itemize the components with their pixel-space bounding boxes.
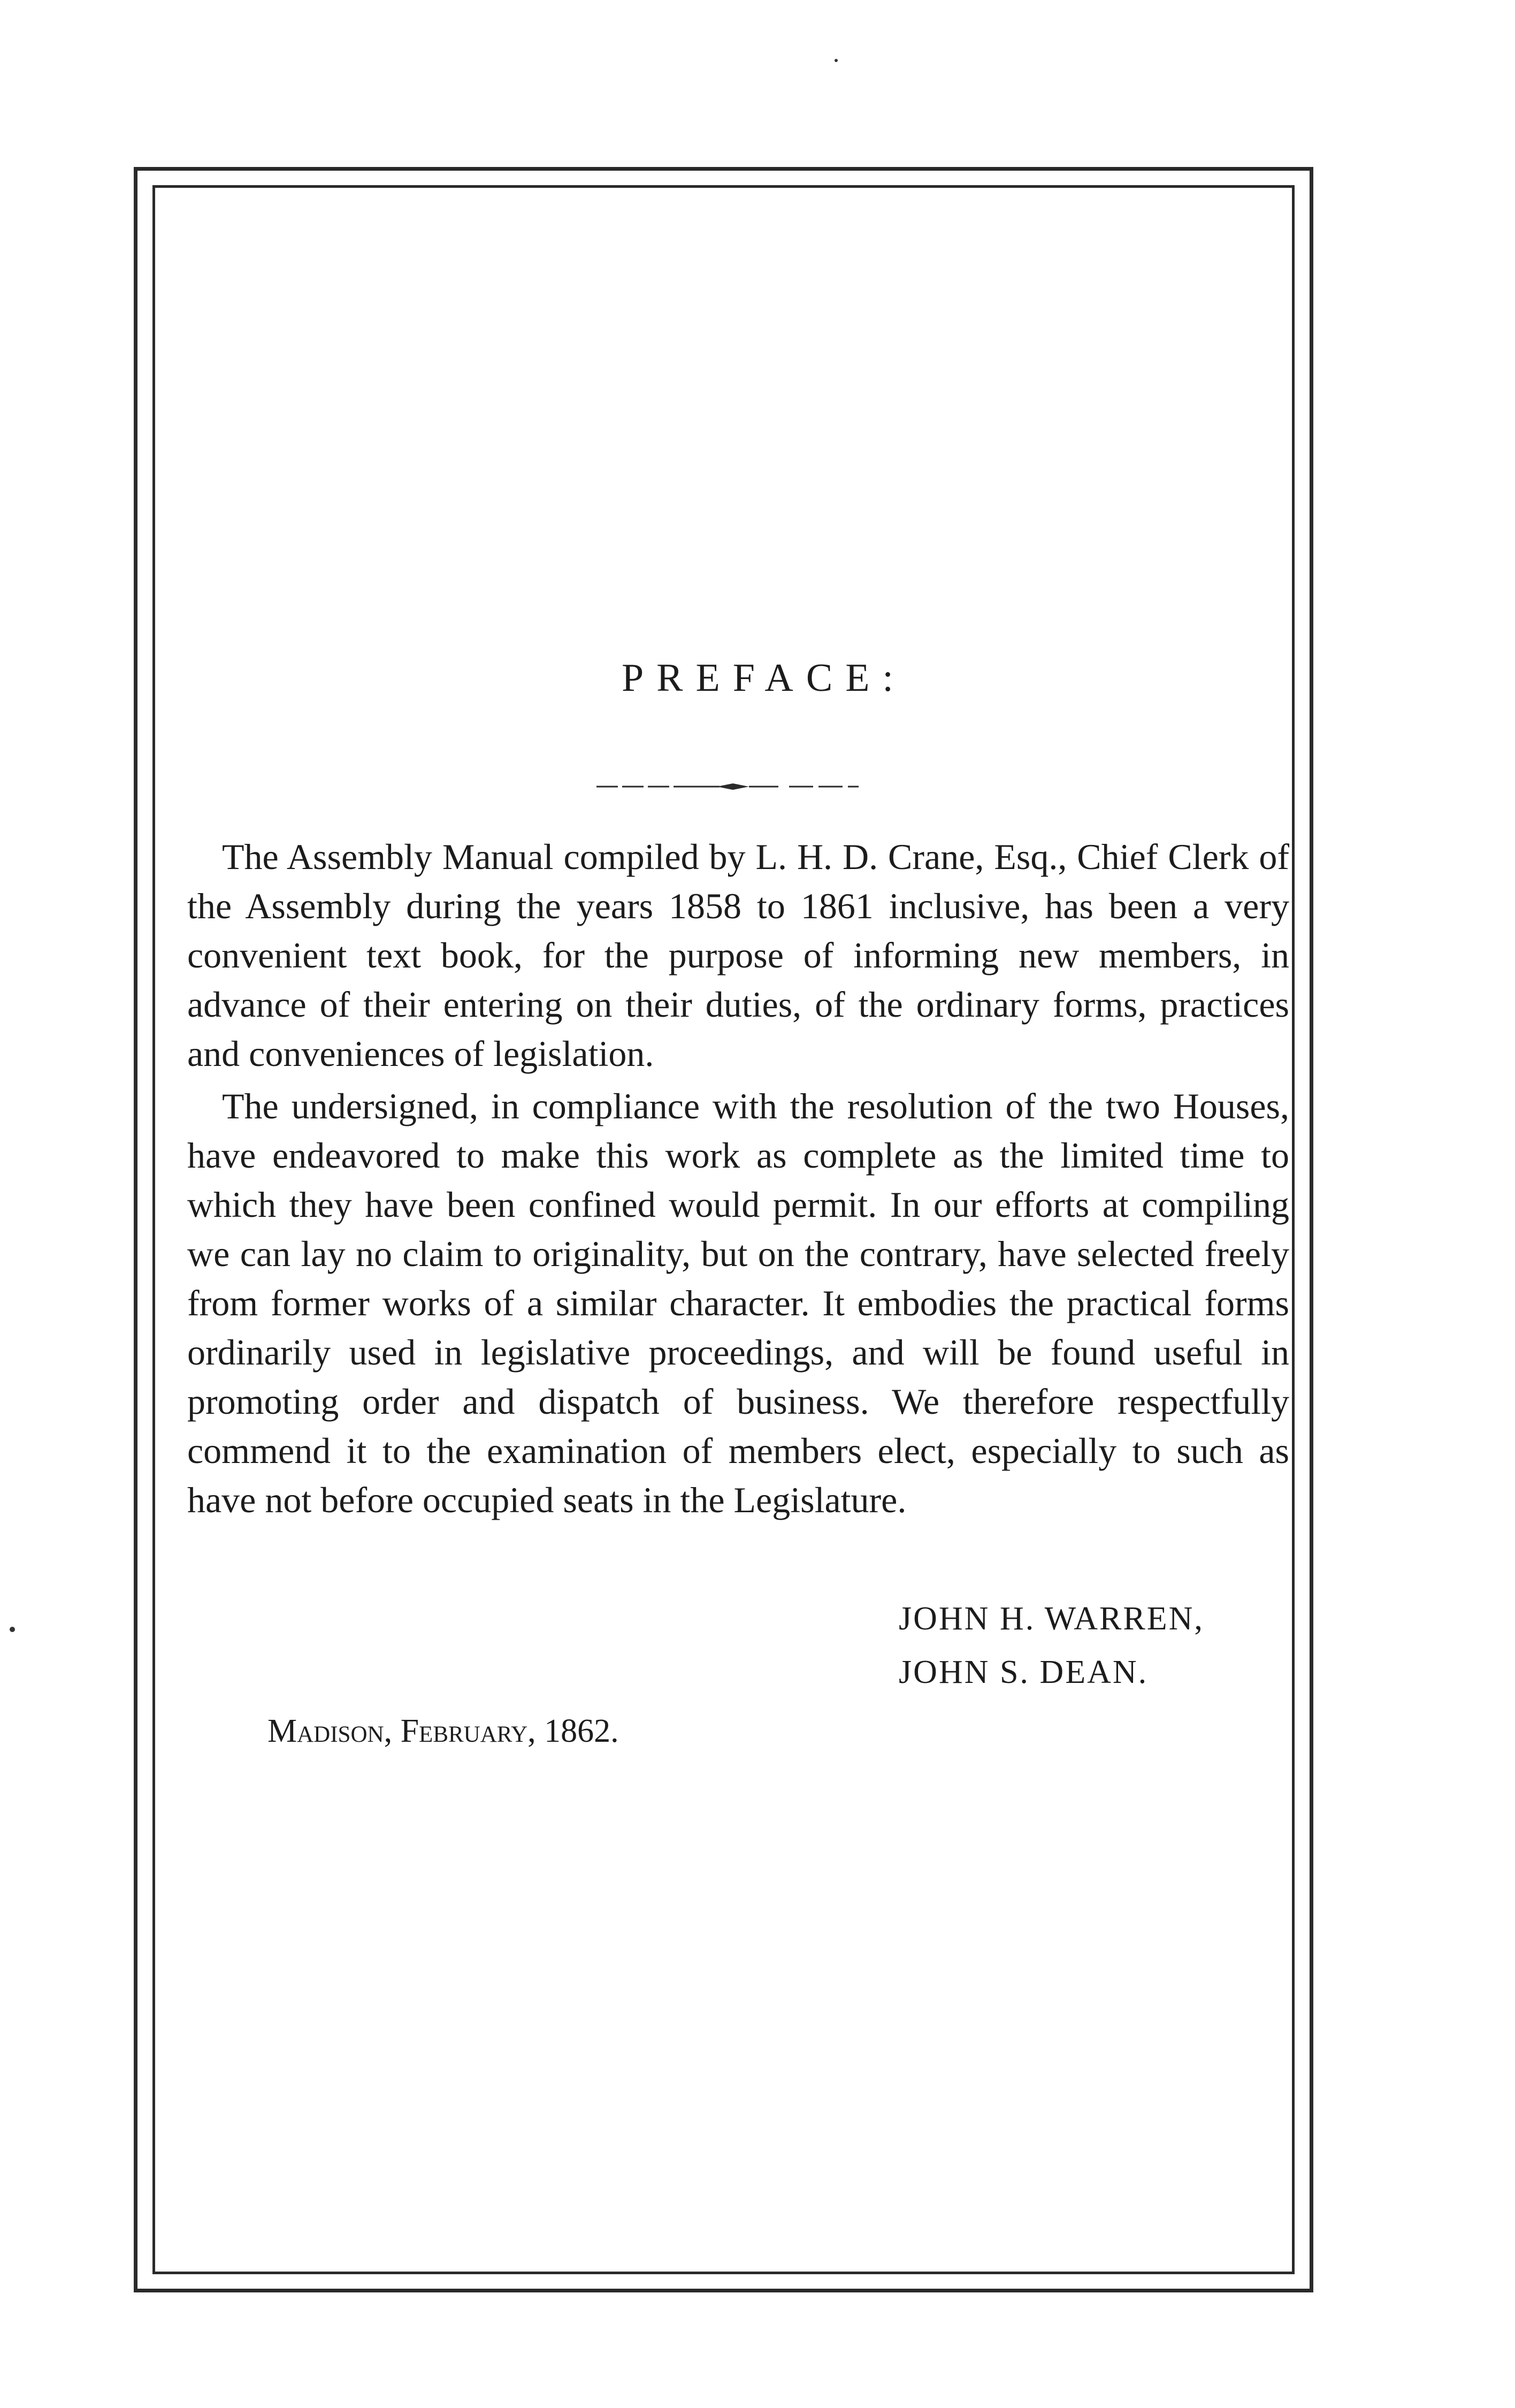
preface-paragraph: The Assembly Manual compiled by L. H. D. Crane, Esq., Chief Clerk of the Assembly during the years 1858 to 1861 inclusive, has been a very convenient text book, for the purpose of informing new members, in advance of their entering on their duties, of the ordinary forms, practices and conveniences of legislation. [187, 836, 1289, 1074]
preface-body [187, 832, 1289, 1525]
signatory-name: JOHN S. DEAN. [899, 1654, 1149, 1690]
preface-heading: PREFACE: [622, 656, 906, 700]
print-speck [10, 1627, 15, 1632]
signature-block [899, 1592, 1204, 1699]
dateline: Madison, February, 1862. [267, 1713, 619, 1749]
print-speck [835, 59, 838, 62]
ornament-divider [596, 779, 859, 795]
preface-paragraph: The undersigned, in compliance with the resolution of the two Houses, have endeavored to make this work as complete as the limited time to which they have been confined would permit. In our efforts at compiling we can lay no claim to originality, but on the contrary, have selected freely from former works of a similar character. It embodies the practical forms ordinarily used in legislative proceedings, and will be found useful in promoting order and dispatch of business. We therefore respectfully commend it to the examination of members elect, especially to such as have not before occupied seats in the Legislature. [187, 1086, 1289, 1520]
signatory-name: JOHN H. WARREN, [899, 1601, 1204, 1637]
